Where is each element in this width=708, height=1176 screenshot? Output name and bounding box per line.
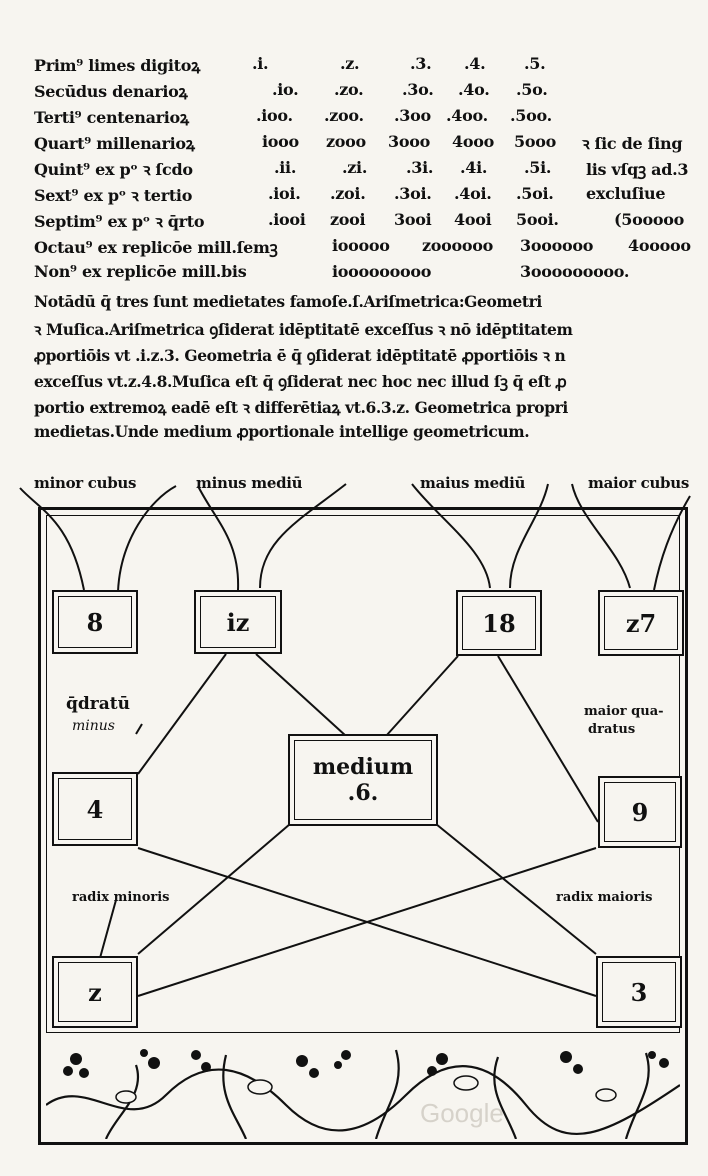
box-quadratum-minus-4: [52, 772, 138, 846]
cell: 3ooi: [394, 210, 432, 229]
cell: 4ooi: [454, 210, 492, 229]
cell: .z.: [340, 54, 360, 73]
cell: .5oi.: [516, 184, 554, 203]
cell: .4oi.: [454, 184, 492, 203]
paragraph-line: portio extremoꝝ eadē eſt ꝛ differētiaꝝ vt.6.3.z. Geometrica propri: [34, 398, 568, 417]
cell: 5ooo: [514, 132, 556, 151]
cell: .5o.: [516, 80, 548, 99]
row-note: ꝛ ſic de ſing: [582, 134, 683, 153]
label-minus-medium: minus mediū: [196, 474, 303, 492]
medium-value: .6.: [347, 780, 379, 806]
box-value: iz: [226, 607, 250, 637]
label-minus: minus: [72, 718, 115, 734]
box-cubus-minor-8: [52, 590, 138, 654]
cell: zoooooo: [422, 236, 494, 255]
box-value: 8: [86, 607, 104, 637]
cell: .zoo.: [324, 106, 364, 125]
cell: .3o.: [402, 80, 434, 99]
cell: .3i.: [406, 158, 434, 177]
cell: zooo: [326, 132, 366, 151]
cell: 3ooooooooo.: [520, 262, 630, 281]
paragraph-line: ꝛ Muſica.Ariſmetrica ꝯſiderat idēptitatē exceſſus ꝛ nō idēptitatem: [34, 320, 573, 339]
cell: .5.: [524, 54, 546, 73]
cell: .5i.: [524, 158, 552, 177]
label-radix-minoris: radix minoris: [72, 890, 170, 905]
row-label: Secūdus denarioꝝ: [34, 82, 188, 101]
cell: .zi.: [342, 158, 368, 177]
box-value: 3: [630, 977, 648, 1007]
row-label: Septim⁹ ex pᵒ ꝛ q̄rto: [34, 212, 205, 231]
box-value: 4: [86, 794, 104, 824]
box-medium-6: [288, 734, 438, 826]
row-label: Prim⁹ limes digitoꝝ: [34, 56, 201, 75]
cell: iooo: [262, 132, 299, 151]
cell: .3oo: [394, 106, 431, 125]
cell: 3oooooo: [520, 236, 594, 255]
cell: .iooi: [268, 210, 306, 229]
floral-border-ornament: [46, 1035, 680, 1139]
cell: .4.: [464, 54, 486, 73]
box-value: 18: [482, 608, 516, 638]
row-label: Octau⁹ ex replicōe mill.ſemꝫ: [34, 238, 278, 257]
row-label: Non⁹ ex replicōe mill.bis: [34, 262, 247, 281]
box-value: z7: [625, 608, 657, 638]
cell: iooooo: [332, 236, 390, 255]
label-maior-quadratus: maior qua-: [584, 704, 664, 719]
box-quadratum-maior-9: [598, 776, 682, 848]
cell: 4ooooo: [628, 236, 691, 255]
cell: .4o.: [458, 80, 490, 99]
paragraph-line: medietas.Unde medium ꝓportionale intellige geometricum.: [34, 422, 530, 441]
row-label: Quart⁹ millenarioꝝ: [34, 134, 195, 153]
paragraph-line: ꝓportiōis vt .i.z.3. Geometria ē q̄ ꝯſiderat idēptitatē ꝓportiōis ꝛ n: [34, 346, 566, 365]
cell: 5ooi.: [516, 210, 559, 229]
cell: .4oo.: [446, 106, 488, 125]
cell: .ioi.: [268, 184, 301, 203]
label-maior-cubus: maior cubus: [588, 474, 689, 492]
box-cubus-maior-27: [598, 590, 684, 656]
row-label: Terti⁹ centenarioꝝ: [34, 108, 189, 127]
label-maius-medium: maius mediū: [420, 474, 526, 492]
cell: .ioo.: [256, 106, 293, 125]
cell: .ii.: [274, 158, 297, 177]
row-note: lis vſqꝫ ad.3: [586, 160, 689, 179]
watermark: Google: [420, 1098, 504, 1128]
row-label: Sext⁹ ex pᵒ ꝛ tertio: [34, 186, 193, 205]
row-note: excluſiue: [586, 184, 666, 203]
box-value: z: [88, 977, 102, 1007]
medium-title: medium: [312, 754, 414, 780]
box-value: 9: [631, 797, 649, 827]
cell: .i.: [252, 54, 269, 73]
box-radix-minoris-2: [52, 956, 138, 1028]
row-note: (5ooooo: [614, 210, 684, 229]
label-minor-cubus: minor cubus: [34, 474, 137, 492]
paragraph-line: Notādū q̄ tres ſunt medietates famoſe.ſ.Ariſmetrica:Geometri: [34, 292, 542, 311]
box-minus-medium-12: [194, 590, 282, 654]
cell: zooi: [330, 210, 366, 229]
label-maior-quadratus-2: dratus: [588, 722, 636, 737]
cell: .4i.: [460, 158, 488, 177]
box-radix-maioris-3: [596, 956, 682, 1028]
cell: .zoi.: [330, 184, 366, 203]
label-radix-maioris: radix maioris: [556, 890, 653, 905]
cell: .3.: [410, 54, 432, 73]
box-maius-medium-18: [456, 590, 542, 656]
cell: .5oo.: [510, 106, 552, 125]
paragraph-line: exceſſus vt.z.4.8.Muſica eſt q̄ ꝯſiderat nec hoc nec illud ſꝫ q̄ eſt ꝓ: [34, 372, 567, 391]
row-label: Quint⁹ ex pᵒ ꝛ ſcdo: [34, 160, 193, 179]
cell: .io.: [272, 80, 299, 99]
cell: .3oi.: [394, 184, 432, 203]
label-quadratum: q̄dratū: [66, 694, 130, 714]
cell: 3ooo: [388, 132, 430, 151]
cell: 4ooo: [452, 132, 494, 151]
cell: iooooooooo: [332, 262, 432, 281]
cell: .zo.: [334, 80, 364, 99]
